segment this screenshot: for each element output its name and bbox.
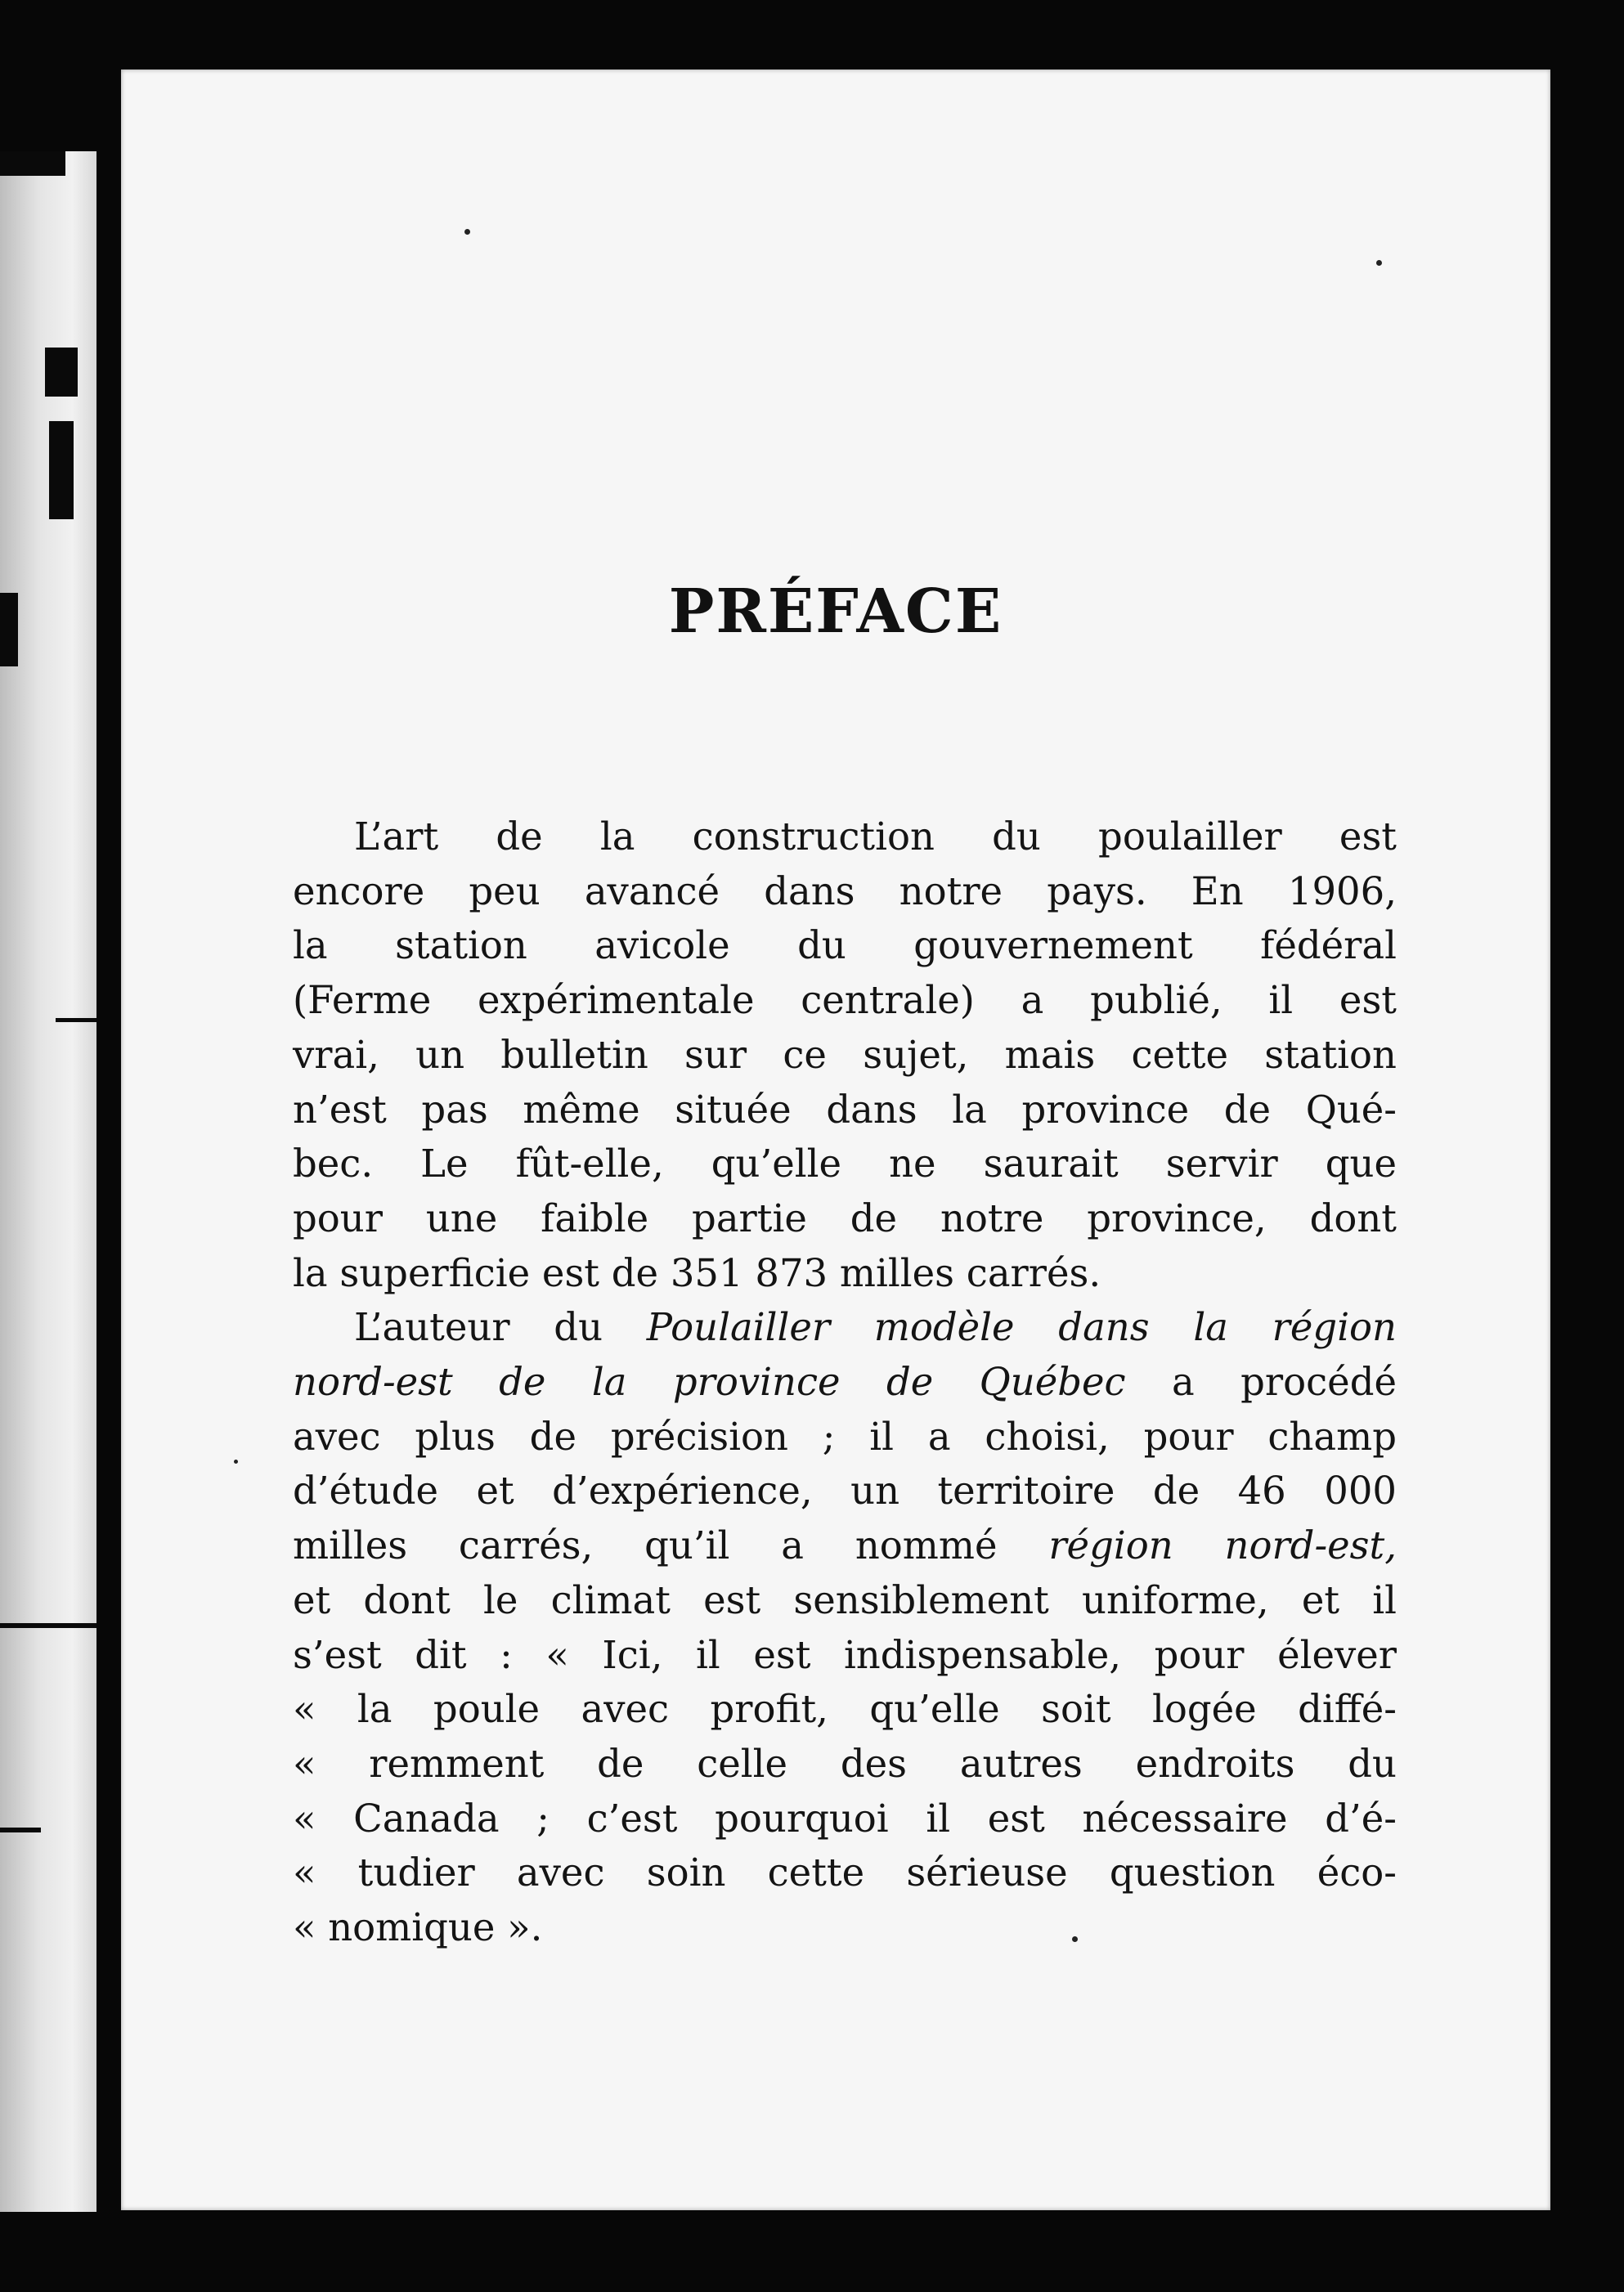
italic-text: Poulailler modèle dans la région [646, 1305, 1397, 1350]
text-line [293, 1518, 1397, 1573]
text-line [293, 1083, 1397, 1137]
text-line [293, 1846, 1397, 1900]
text-run: a procédé [1125, 1360, 1397, 1405]
text-line [293, 1737, 1397, 1792]
text-line [293, 864, 1397, 919]
text-line [293, 1900, 1397, 1955]
text-run: s’est dit : « Ici, il est indispensable, pour élever [293, 1632, 1397, 1677]
text-run: vrai, un bulletin sur ce sujet, mais cette station [293, 1032, 1397, 1077]
text-run: et dont le climat est sensiblement uniforme, et il [293, 1577, 1397, 1622]
text-line [293, 1191, 1397, 1246]
text-line [293, 1410, 1397, 1464]
preface-body [293, 810, 1397, 1955]
text-run: « nomique ». [293, 1905, 543, 1950]
text-run: avec plus de précision ; il a choisi, pour champ [293, 1414, 1397, 1459]
text-line [293, 1792, 1397, 1846]
text-run: L’art de la construction du poulailler est [354, 814, 1397, 859]
scan-speck [464, 229, 470, 235]
text-run: n’est pas même située dans la province de Qué- [293, 1087, 1397, 1132]
text-run: encore peu avancé dans notre pays. En 1906, [293, 868, 1397, 913]
text-line [293, 1573, 1397, 1628]
text-run: (Ferme expérimentale centrale) a publié, il est [293, 978, 1397, 1023]
text-line [293, 1246, 1397, 1301]
previous-page-edge [0, 151, 96, 2212]
book-page [121, 70, 1550, 2210]
text-line [293, 1300, 1397, 1355]
text-run: pour une faible partie de notre province, dont [293, 1195, 1397, 1240]
text-line [293, 973, 1397, 1028]
page-title: PRÉFACE [668, 576, 1003, 647]
text-run: milles carrés, qu’il a nommé [293, 1523, 1049, 1568]
text-run: « remment de celle des autres endroits du [293, 1741, 1397, 1786]
text-line [293, 1137, 1397, 1191]
text-run: « Canada ; c’est pourquoi il est nécessaire d’é- [293, 1796, 1397, 1841]
text-line [293, 1464, 1397, 1518]
scan-speck [1376, 260, 1382, 266]
italic-text: région nord-est, [1048, 1523, 1397, 1568]
text-line [293, 1028, 1397, 1083]
text-run: « la poule avec profit, qu’elle soit logée diffé- [293, 1687, 1397, 1732]
text-run: L’auteur du [354, 1305, 647, 1350]
text-run: la station avicole du gouvernement fédéral [293, 923, 1397, 968]
text-run: bec. Le fût-elle, qu’elle ne saurait servir que [293, 1142, 1397, 1186]
text-run: « tudier avec soin cette sérieuse question éco- [293, 1850, 1397, 1895]
text-run: d’étude et d’expérience, un territoire de 46 000 [293, 1469, 1397, 1514]
italic-text: nord-est de la province de Québec [293, 1360, 1126, 1405]
text-line [293, 810, 1397, 864]
scan-speck [234, 1460, 238, 1464]
text-line [293, 1355, 1397, 1410]
text-line [293, 1628, 1397, 1683]
text-line [293, 918, 1397, 973]
text-run: la superficie est de 351 873 milles carrés. [293, 1250, 1101, 1295]
text-line [293, 1682, 1397, 1737]
